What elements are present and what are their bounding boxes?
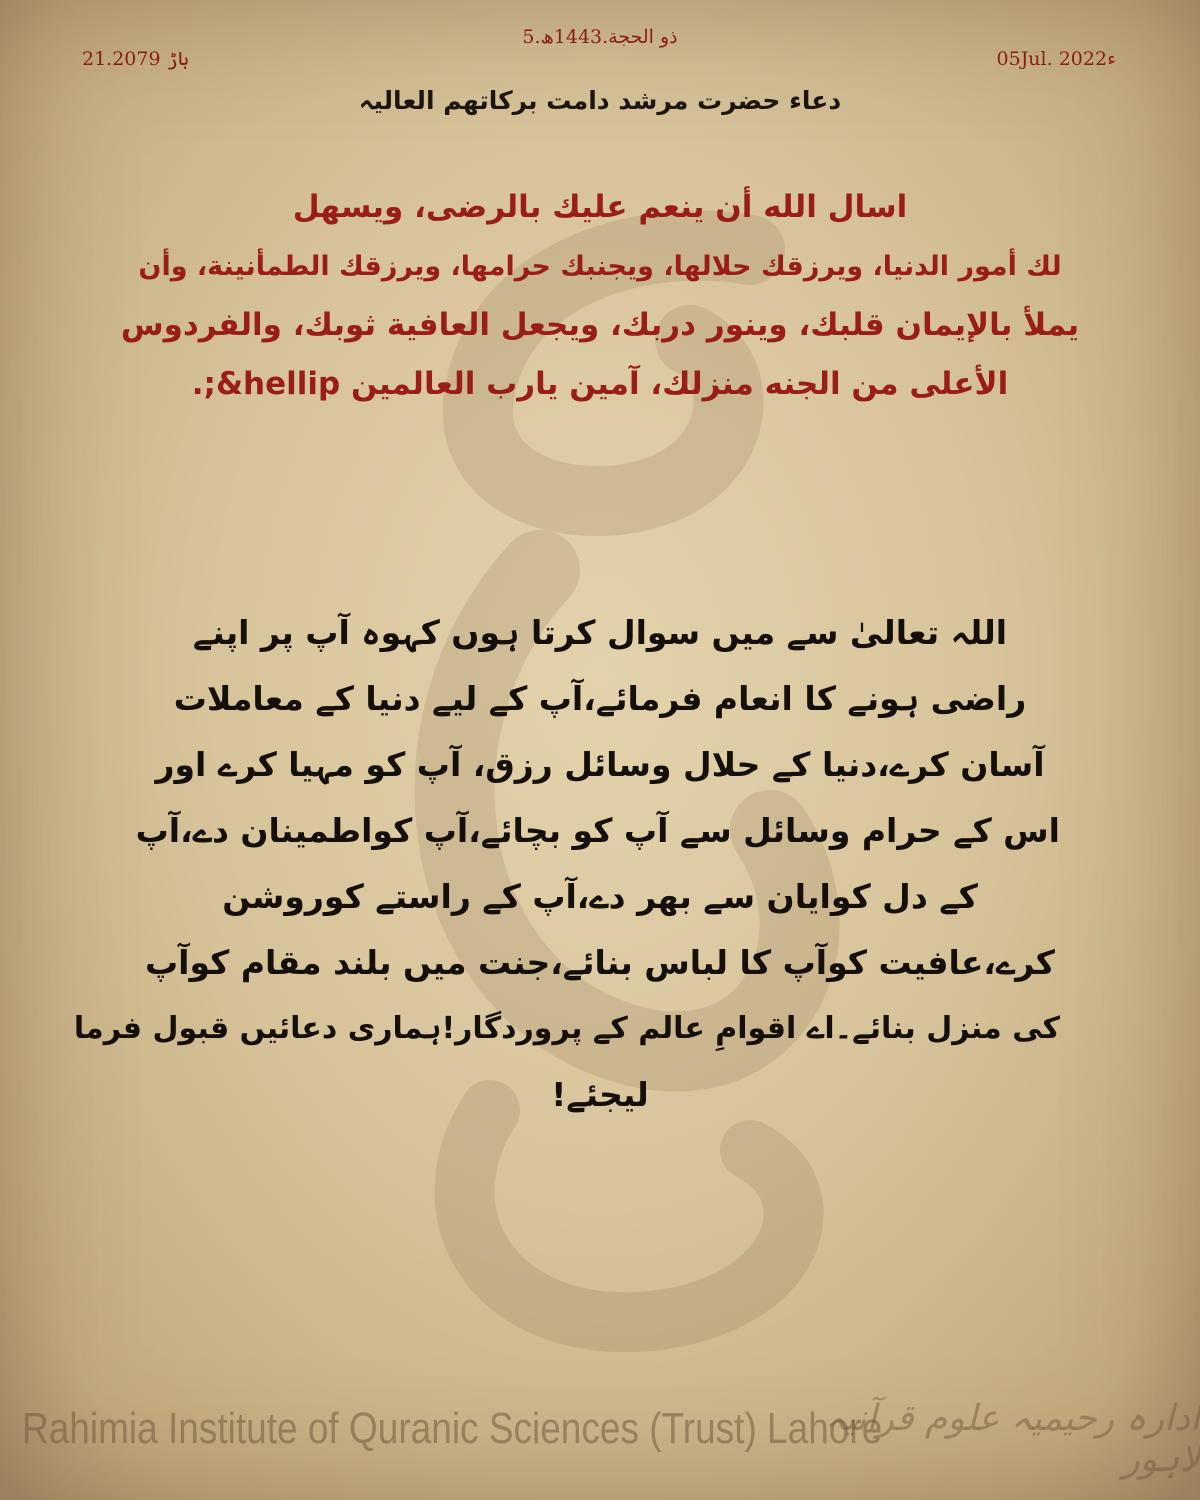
bikrami-date: 21.ہاڑ 2079	[82, 48, 189, 70]
gregorian-date: 05Jul. 2022ء	[996, 48, 1116, 70]
institute-name-urdu-logo: ادارہ رحیمیہ علوم قرآنیہ لاہور	[824, 1398, 1200, 1480]
urdu-line: راضی ہونے کا انعام فرمائے،آپ کے لیے دنیا کے معاملات	[173, 679, 1027, 718]
urdu-line: آسان کرے،دنیا کے حلال وسائل رزق، آپ کو مہیا کرے اور	[155, 745, 1045, 784]
urdu-line: کے دل کوایان سے بھر دے،آپ کے راستے کوروشن	[222, 877, 978, 916]
dua-heading: دعاء حضرت مرشد دامت برکاتھم العالیہ	[358, 86, 842, 115]
urdu-translation	[73, 600, 1060, 1128]
urdu-line: کی منزل بنائے۔اے اقوامِ عالم کے پروردگار!ہماری دعائیں قبول فرما	[73, 1011, 1060, 1046]
urdu-line: کرے،عافیت کوآپ کا لباس بنائے،جنت میں بلند مقام کوآپ	[145, 943, 1055, 982]
arabic-line: اسال الله أن ینعم علیك بالرضی، ویسھل	[292, 189, 908, 225]
arabic-dua	[90, 178, 1110, 414]
arabic-line: الأعلی من الجنه منزلك، آمین یارب العالمین hellip&;.	[191, 366, 1009, 402]
urdu-line: اللہ تعالیٰ سے میں سوال کرتا ہوں کہوہ آپ پر اپنے	[192, 613, 1008, 652]
institute-name-english: Rahimia Institute of Quranic Sciences (Trust) Lahore	[22, 1404, 883, 1453]
hijri-date: 5.ذو الحجة.1443ھ	[522, 26, 678, 48]
urdu-line: اس کے حرام وسائل سے آپ کو بچائے،آپ کواطمینان دے،آپ	[135, 811, 1060, 850]
urdu-line: لیجئے!	[551, 1075, 649, 1114]
arabic-line: یملأ بالإیمان قلبك، وینور دربك، ویجعل العافیة ثوبك، والفردوس	[120, 307, 1080, 343]
arabic-line: لك أمور الدنیا، ویرزقك حلالھا، ویجنبك حرامھا، ویرزقك الطمأنینة، وأن	[138, 251, 1062, 282]
